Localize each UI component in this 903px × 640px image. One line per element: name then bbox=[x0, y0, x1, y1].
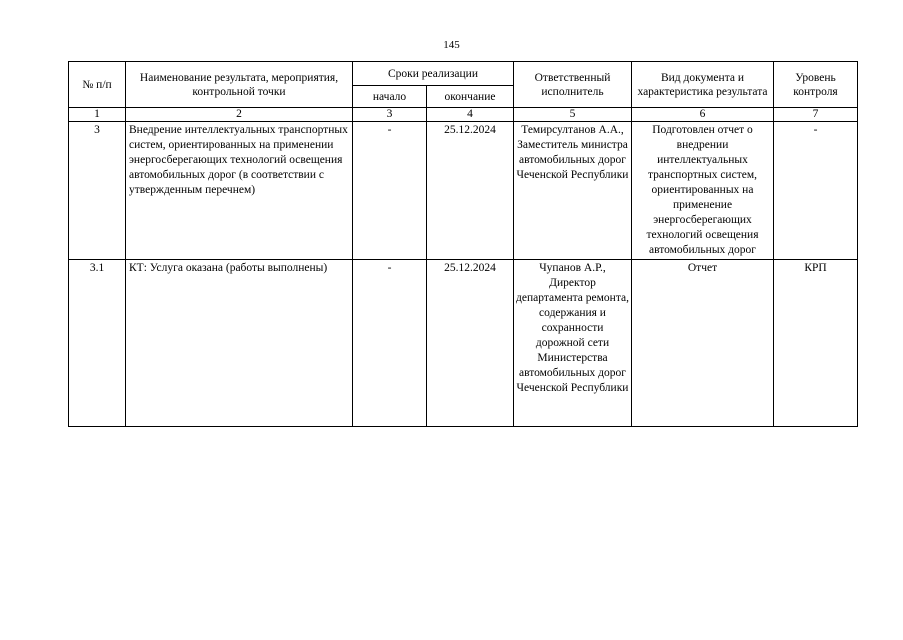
column-number: 7 bbox=[774, 108, 858, 122]
row-end: 25.12.2024 bbox=[427, 122, 514, 260]
column-number: 5 bbox=[514, 108, 632, 122]
column-number: 4 bbox=[427, 108, 514, 122]
row-level: - bbox=[774, 122, 858, 260]
row-level: КРП bbox=[774, 260, 858, 427]
header-end: окончание bbox=[427, 86, 514, 108]
header-terms: Сроки реализации bbox=[353, 62, 514, 86]
row-num: 3.1 bbox=[69, 260, 126, 427]
column-number: 2 bbox=[126, 108, 353, 122]
header-doc: Вид документа и характеристика результата bbox=[632, 62, 774, 108]
row-start: - bbox=[353, 122, 427, 260]
row-responsible: Темирсултанов А.А., Заместитель министра автомобильных дорог Чеченской Республики bbox=[514, 122, 632, 260]
header-level: Уровень контроля bbox=[774, 62, 858, 108]
header-num: № п/п bbox=[69, 62, 126, 108]
header-row-top bbox=[69, 62, 858, 86]
row-start: - bbox=[353, 260, 427, 427]
column-number: 6 bbox=[632, 108, 774, 122]
row-num: 3 bbox=[69, 122, 126, 260]
table-row bbox=[69, 122, 858, 260]
implementation-plan-table bbox=[68, 61, 858, 427]
header-start: начало bbox=[353, 86, 427, 108]
row-name: Внедрение интеллектуальных транспортных систем, ориентированных на применении энергосберегающих технологий освещения автомобильных дорог (в соответствии с утвержденным перечнем) bbox=[126, 122, 353, 260]
column-number: 3 bbox=[353, 108, 427, 122]
row-name: КТ: Услуга оказана (работы выполнены) bbox=[126, 260, 353, 427]
row-responsible: Чупанов А.Р., Директор департамента ремонта, содержания и сохранности дорожной сети Министерства автомобильных дорог Чеченской Республики bbox=[514, 260, 632, 427]
row-end: 25.12.2024 bbox=[427, 260, 514, 427]
row-doc: Отчет bbox=[632, 260, 774, 427]
table-row bbox=[69, 260, 858, 427]
row-doc: Подготовлен отчет о внедрении интеллектуальных транспортных систем, ориентированных на применение энергосберегающих технологий освещения автомобильных дорог bbox=[632, 122, 774, 260]
column-number: 1 bbox=[69, 108, 126, 122]
header-name: Наименование результата, мероприятия, контрольной точки bbox=[126, 62, 353, 108]
column-number-row bbox=[69, 108, 858, 122]
header-responsible: Ответственный исполнитель bbox=[514, 62, 632, 108]
page-number: 145 bbox=[443, 39, 460, 51]
